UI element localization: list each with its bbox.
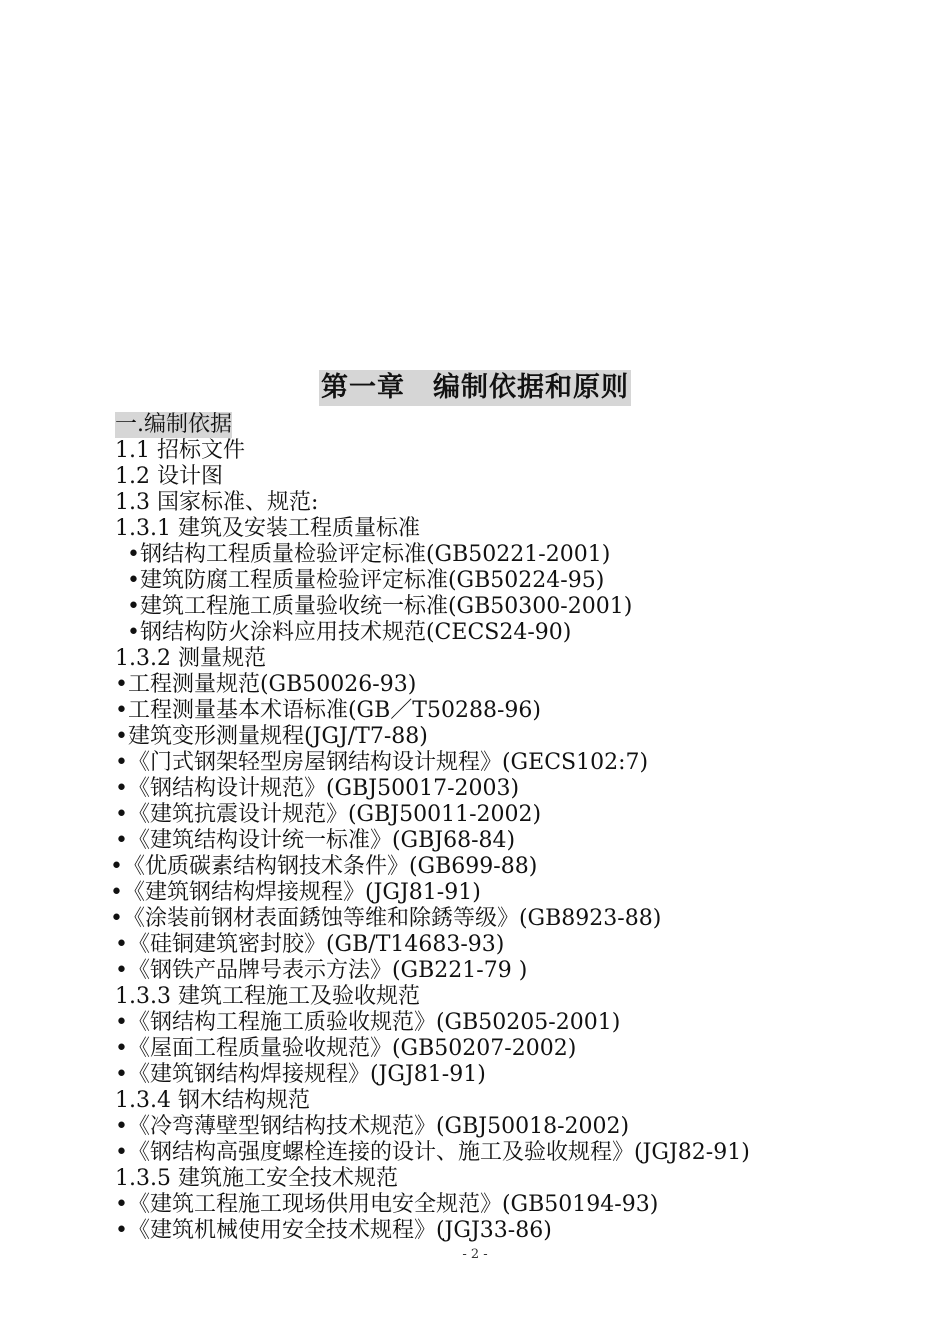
- list-item: •建筑变形测量规程(JGJ/T7-88): [115, 724, 428, 749]
- list-item: •《冷弯薄壁型钢结构技术规范》(GBJ50018-2002): [115, 1114, 630, 1139]
- list-item: 1.3.3 建筑工程施工及验收规范: [115, 984, 420, 1009]
- list-item: 1.3.4 钢木结构规范: [115, 1088, 310, 1113]
- chapter-title-wrap: [0, 370, 950, 406]
- list-item: •《建筑机械使用安全技术规程》(JGJ33-86): [115, 1218, 552, 1243]
- list-item: •《门式钢架轻型房屋钢结构设计规程》(GECS102:7): [115, 750, 649, 775]
- list-item: •《硅铜建筑密封胶》(GB/T14683-93): [115, 932, 505, 957]
- list-item: •工程测量基本术语标准(GB／T50288-96): [115, 698, 541, 723]
- list-item: 1.3.1 建筑及安装工程质量标准: [115, 516, 420, 541]
- list-item: •钢结构防火涂料应用技术规范(CECS24-90): [127, 620, 572, 645]
- list-item: •《优质碳素结构钢技术条件》(GB699-88): [110, 854, 538, 879]
- chapter-title: 第一章 编制依据和原则: [319, 370, 631, 406]
- list-item: 1.3.2 测量规范: [115, 646, 266, 671]
- page-number: - 2 -: [462, 1247, 488, 1262]
- list-item: 1.1 招标文件: [115, 438, 245, 463]
- list-item: •《屋面工程质量验收规范》(GB50207-2002): [115, 1036, 577, 1061]
- list-item: •建筑防腐工程质量检验评定标准(GB50224-95): [127, 568, 605, 593]
- list-item: •《钢结构设计规范》(GBJ50017-2003): [115, 776, 520, 801]
- list-item: •《钢铁产品牌号表示方法》(GB221-79 ): [115, 958, 528, 983]
- list-item: •钢结构工程质量检验评定标准(GB50221-2001): [127, 542, 611, 567]
- list-item: •《建筑工程施工现场供用电安全规范》(GB50194-93): [115, 1192, 659, 1217]
- list-item: •《建筑钢结构焊接规程》(JGJ81-91): [115, 1062, 486, 1087]
- list-item: •《建筑抗震设计规范》(GBJ50011-2002): [115, 802, 542, 827]
- list-item: •《建筑结构设计统一标准》(GBJ68-84): [115, 828, 516, 853]
- list-item: •《钢结构高强度螺栓连接的设计、施工及验收规程》(JGJ82-91): [115, 1140, 750, 1165]
- list-item: 1.2 设计图: [115, 464, 223, 489]
- list-item: •《建筑钢结构焊接规程》(JGJ81-91): [110, 880, 481, 905]
- list-item: •工程测量规范(GB50026-93): [115, 672, 417, 697]
- list-item: •《涂装前钢材表面銹蚀等维和除銹等级》(GB8923-88): [110, 906, 662, 931]
- list-item: 1.3.5 建筑施工安全技术规范: [115, 1166, 398, 1191]
- list-item: •建筑工程施工质量验收统一标准(GB50300-2001): [127, 594, 633, 619]
- list-item: •《钢结构工程施工质验收规范》(GB50205-2001): [115, 1010, 621, 1035]
- list-item: 1.3 国家标准、规范:: [115, 490, 319, 515]
- section-heading: 一.编制依据: [115, 412, 232, 437]
